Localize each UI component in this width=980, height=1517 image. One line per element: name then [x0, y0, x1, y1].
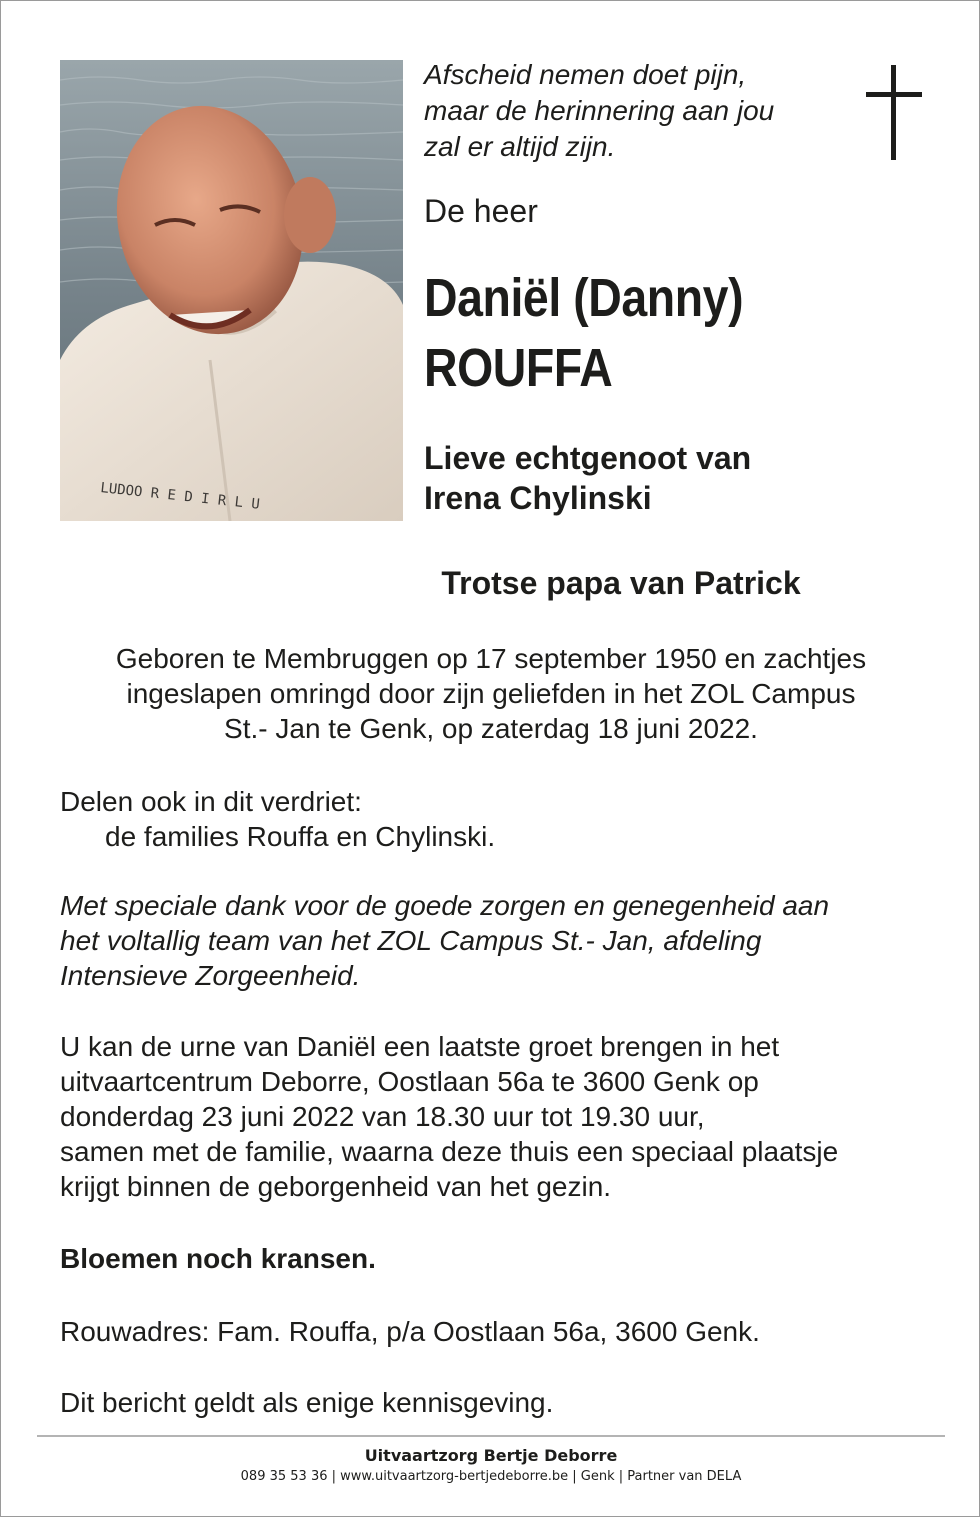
notice-text: Dit bericht geldt als enige kennisgeving.: [60, 1387, 554, 1418]
birth-line: St.- Jan te Genk, op zaterdag 18 juni 2022.: [224, 713, 758, 744]
urn-paragraph: [60, 1029, 940, 1204]
memorial-quote: [424, 57, 844, 165]
thanks-paragraph: [60, 888, 940, 993]
title-prefix: De heer: [424, 193, 538, 229]
urn-line: krijgt binnen de geborgenheid van het gezin.: [60, 1171, 612, 1202]
footer-divider: [37, 1435, 945, 1437]
portrait-photo: [60, 60, 403, 521]
birth-paragraph: [41, 641, 941, 746]
birth-line: ingeslapen omringd door zijn geliefden in het ZOL Campus: [126, 678, 856, 709]
father-line: Trotse papa van Patrick: [441, 565, 801, 601]
share-intro: Delen ook in dit verdriet:: [60, 786, 362, 817]
thanks-line: Intensieve Zorgeenheid.: [60, 960, 361, 991]
flowers-notice: Bloemen noch kransen.: [60, 1243, 376, 1274]
urn-line: donderdag 23 juni 2022 van 18.30 uur tot 19.30 uur,: [60, 1101, 705, 1132]
urn-line: samen met de familie, waarna deze thuis een speciaal plaatsje: [60, 1136, 839, 1167]
funeral-company: Uitvaartzorg Bertje Deborre: [364, 1446, 618, 1465]
shirt-print: LUDOO R E D I R L U: [99, 480, 261, 513]
quote-line: maar de herinnering aan jou: [424, 95, 775, 126]
urn-line: U kan de urne van Daniël een laatste groet brengen in het: [60, 1031, 780, 1062]
deceased-name: [424, 263, 743, 403]
spouse-line: [424, 438, 751, 518]
quote-line: zal er altijd zijn.: [424, 131, 616, 162]
funeral-company-info: 089 35 53 36 | www.uitvaartzorg-bertjedeborre.be | Genk | Partner van DELA: [240, 1469, 742, 1484]
cross-icon: [866, 65, 922, 160]
thanks-line: Met speciale dank voor de goede zorgen en genegenheid aan: [60, 890, 830, 921]
quote-line: Afscheid nemen doet pijn,: [424, 59, 747, 90]
thanks-line: het voltallig team van het ZOL Campus St.- Jan, afdeling: [60, 925, 762, 956]
birth-line: Geboren te Membruggen op 17 september 1950 en zachtjes: [115, 643, 867, 674]
urn-line: uitvaartcentrum Deborre, Oostlaan 56a te 3600 Genk op: [60, 1066, 759, 1097]
last-name: ROUFFA: [424, 338, 613, 398]
spouse-name: Irena Chylinski: [424, 480, 652, 516]
mourning-address: Rouwadres: Fam. Rouffa, p/a Oostlaan 56a, 3600 Genk.: [60, 1316, 760, 1347]
first-name: Daniël (Danny): [424, 268, 744, 328]
spouse-text: Lieve echtgenoot van: [424, 440, 752, 476]
share-grief: [60, 784, 940, 854]
share-families: de families Rouffa en Chylinski.: [105, 821, 496, 852]
